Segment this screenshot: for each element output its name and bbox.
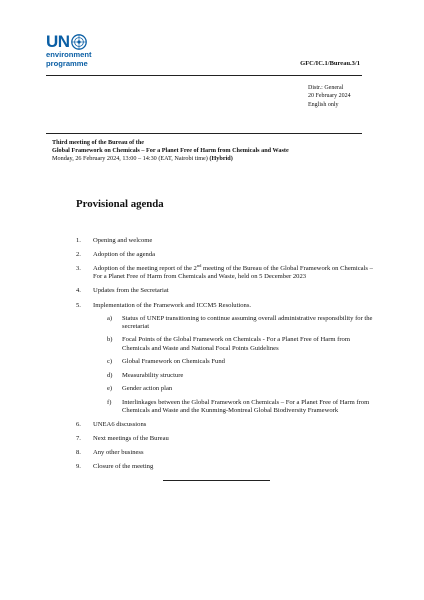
ordinal-superscript: nd: [196, 263, 202, 268]
agenda-item-number: 6.: [76, 420, 81, 428]
agenda-subitems: [93, 315, 376, 415]
agenda-item: [76, 265, 376, 281]
agenda-item-text: UNEA6 discussions: [93, 420, 147, 428]
agenda-subitem-text: Status of UNEP transitioning to continue assuming overall administrative responsibility for the secretariat: [122, 314, 373, 330]
un-emblem-icon: [71, 34, 87, 50]
meeting-info: [52, 139, 289, 162]
agenda-item-number: 4.: [76, 287, 81, 295]
agenda-subitem-letter: c): [107, 358, 113, 366]
header-rule-2: [46, 133, 362, 134]
agenda-item-text: Opening and welcome: [93, 237, 153, 244]
agenda-item-number: 1.: [76, 237, 81, 244]
header-rule: [46, 75, 362, 76]
logo-environment-text: environment: [46, 50, 92, 59]
agenda-subitem-text: Global Framework on Chemicals Fund: [122, 358, 225, 366]
agenda-subitem-letter: e): [107, 385, 113, 393]
agenda-item: [76, 463, 376, 471]
meeting-title-line2: Global Framework on Chemicals – For a Planet Free of Harm from Chemicals and Waste: [52, 146, 289, 154]
agenda-item-number: 8.: [76, 449, 81, 457]
meeting-title-line1: Third meeting of the Bureau of the: [52, 139, 145, 146]
agenda-item-text: Closure of the meeting: [93, 463, 154, 471]
agenda-item-text-pre: Adoption of the meeting report of the 2: [93, 265, 197, 273]
agenda-subitem: [107, 385, 376, 393]
agenda-item: [76, 421, 376, 429]
agenda-item-text: [93, 265, 373, 280]
agenda-subitem: [107, 336, 376, 352]
agenda-item-text: Next meetings of the Bureau: [93, 435, 169, 443]
meeting-date-line: [52, 155, 289, 163]
agenda-item-text: Implementation of the Framework and ICCM5 Resolutions.: [93, 301, 252, 309]
logo-programme-text: programme: [46, 59, 88, 68]
logo-un-wordmark: [46, 33, 106, 50]
agenda-item: [76, 287, 376, 295]
meeting-date: Monday, 26 February 2024, 13:00 – 14:30 (EAT, Nairobi time): [52, 154, 210, 162]
agenda-subitem-text: Interlinkages between the Global Framework on Chemicals – For a Planet Free of Harm from Chemicals and Waste and the Kunming-Montreal Global Biodiversity Framework: [122, 398, 370, 414]
distribution-block: [308, 84, 351, 109]
agenda-list: [76, 237, 376, 477]
distribution-date: 20 February 2024: [308, 93, 351, 100]
agenda-subitem: [107, 315, 376, 331]
agenda-item-number: 2.: [76, 251, 81, 259]
agenda-item-text: Adoption of the agenda: [93, 251, 156, 259]
agenda-subitem-text: Focal Points of the Global Framework on Chemicals - For a Planet Free of Harm from Chemicals and Waste and National Focal Points Guidelines: [122, 336, 350, 352]
agenda-subitem: [107, 358, 376, 366]
agenda-item-number: 7.: [76, 435, 81, 443]
agenda-item: [76, 302, 376, 416]
agenda-item-text-post: meeting of the Bureau of the Global Framework on Chemicals – For a Planet Free of Harm from Chemicals and Waste, held on 5 December 2023: [93, 265, 373, 281]
logo-un-text: UN: [46, 32, 70, 51]
agenda-subitem-letter: b): [107, 336, 113, 344]
agenda-subitem-letter: f): [107, 398, 112, 406]
agenda-subitem: [107, 372, 376, 380]
unep-logo: [46, 33, 106, 68]
agenda-item-number: 5.: [76, 301, 81, 309]
agenda-item: [76, 251, 376, 259]
page-title: Provisional agenda: [76, 198, 164, 210]
end-rule: [163, 480, 270, 481]
agenda-subitem-text: Measurability structure: [122, 371, 184, 379]
agenda-item-number: 3.: [76, 265, 81, 273]
agenda-subitem-letter: d): [107, 371, 113, 379]
document-symbol: GFC/IC.1/Bureau.3/1: [300, 60, 360, 67]
distribution-line: Distr.: General: [308, 85, 344, 91]
agenda-item: [76, 435, 376, 443]
meeting-format: (Hybrid): [209, 154, 233, 162]
agenda-item-text: Any other business: [93, 449, 144, 457]
distribution-language: English only: [308, 101, 339, 108]
agenda-item: [76, 449, 376, 457]
agenda-subitem-text: Gender action plan: [122, 385, 173, 393]
agenda-item-text: Updates from the Secretariat: [93, 287, 169, 295]
agenda-item: [76, 237, 376, 245]
agenda-subitem: [107, 399, 376, 415]
agenda-item-number: 9.: [76, 463, 81, 471]
agenda-subitem-letter: a): [107, 314, 113, 322]
